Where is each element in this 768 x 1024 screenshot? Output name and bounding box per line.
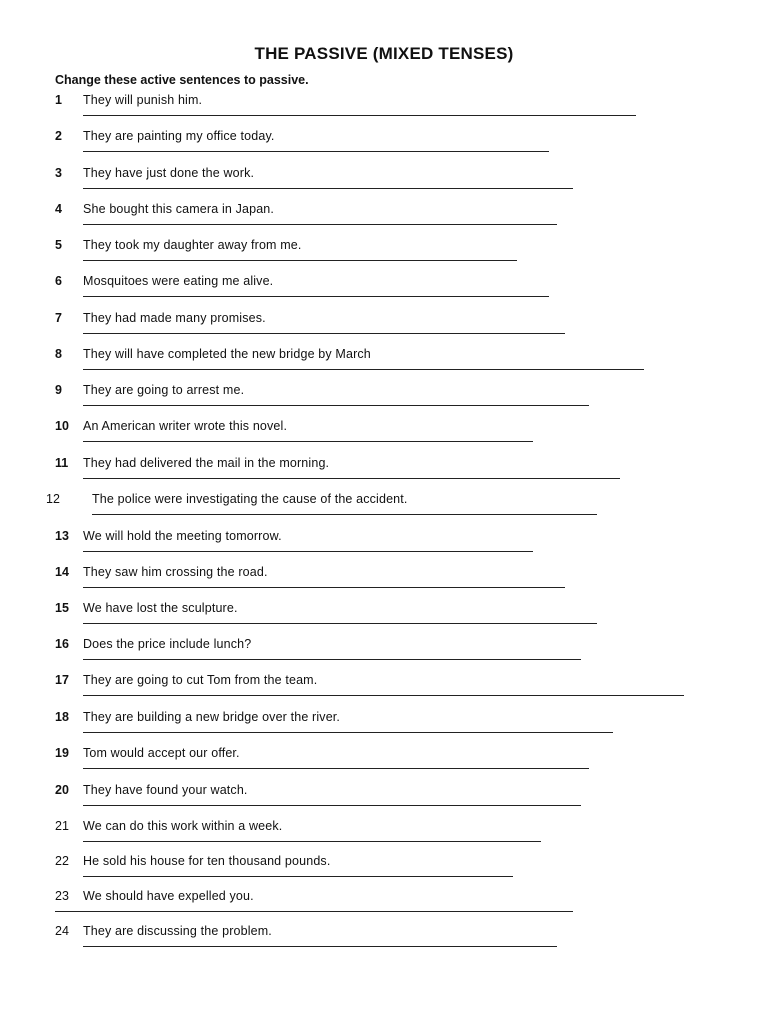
exercise-item (0, 237, 768, 273)
item-number: 11 (55, 456, 69, 470)
active-sentence: An American writer wrote this novel. (83, 419, 288, 433)
exercise-item (0, 455, 768, 491)
active-sentence: They have just done the work. (83, 166, 255, 180)
active-sentence: Tom would accept our offer. (83, 746, 240, 760)
exercise-item (0, 491, 768, 527)
answer-line[interactable] (83, 478, 620, 479)
exercise-item (0, 382, 768, 418)
item-number: 19 (55, 746, 69, 760)
exercise-item (0, 853, 768, 889)
item-number: 24 (55, 924, 69, 938)
active-sentence: He sold his house for ten thousand pounds. (83, 854, 331, 868)
item-number: 2 (55, 129, 62, 143)
exercise-item (0, 818, 768, 854)
item-number: 15 (55, 601, 69, 615)
active-sentence: Mosquitoes were eating me alive. (83, 274, 274, 288)
exercise-item (0, 273, 768, 309)
active-sentence: They had made many promises. (83, 311, 266, 325)
exercise-item (0, 92, 768, 128)
answer-line[interactable] (83, 841, 541, 842)
answer-line[interactable] (83, 768, 589, 769)
item-number: 14 (55, 565, 69, 579)
item-number: 7 (55, 311, 62, 325)
item-number: 20 (55, 783, 69, 797)
worksheet-title: THE PASSIVE (MIXED TENSES) (254, 44, 514, 63)
active-sentence: We can do this work within a week. (83, 819, 283, 833)
answer-line[interactable] (83, 369, 644, 370)
item-number: 5 (55, 238, 62, 252)
active-sentence: We will hold the meeting tomorrow. (83, 529, 282, 543)
exercise-item (0, 346, 768, 382)
answer-line[interactable] (83, 405, 589, 406)
answer-line[interactable] (83, 333, 565, 334)
exercise-item (0, 201, 768, 237)
item-number: 1 (55, 93, 62, 107)
active-sentence: They are building a new bridge over the river. (83, 710, 341, 724)
answer-line[interactable] (83, 587, 565, 588)
item-number: 16 (55, 637, 69, 651)
active-sentence: They saw him crossing the road. (83, 565, 268, 579)
answer-line[interactable] (83, 115, 636, 116)
active-sentence: She bought this camera in Japan. (83, 202, 275, 216)
active-sentence: They will punish him. (83, 93, 203, 107)
answer-line[interactable] (83, 805, 581, 806)
item-number: 4 (55, 202, 62, 216)
answer-line[interactable] (83, 296, 549, 297)
exercise-item (0, 310, 768, 346)
exercise-item (0, 564, 768, 600)
active-sentence: They will have completed the new bridge by March (83, 347, 371, 361)
active-sentence: We have lost the sculpture. (83, 601, 238, 615)
exercise-item (0, 782, 768, 818)
active-sentence: They are discussing the problem. (83, 924, 272, 938)
active-sentence: They had delivered the mail in the morning. (83, 456, 330, 470)
answer-line[interactable] (83, 732, 613, 733)
item-number: 17 (55, 673, 69, 687)
answer-line[interactable] (83, 695, 684, 696)
exercise-item (0, 418, 768, 454)
answer-line[interactable] (83, 623, 597, 624)
exercise-item (0, 923, 768, 959)
item-number: 9 (55, 383, 62, 397)
answer-line[interactable] (83, 551, 533, 552)
answer-line[interactable] (55, 911, 573, 912)
answer-line[interactable] (83, 224, 557, 225)
exercise-item (0, 128, 768, 164)
exercise-item (0, 745, 768, 781)
active-sentence: We should have expelled you. (83, 889, 254, 903)
exercise-item (0, 709, 768, 745)
exercise-item (0, 636, 768, 672)
instruction-text: Change these active sentences to passive. (55, 73, 309, 87)
answer-line[interactable] (83, 441, 533, 442)
active-sentence: They are painting my office today. (83, 129, 275, 143)
answer-line[interactable] (83, 659, 581, 660)
answer-line[interactable] (83, 260, 517, 261)
answer-line[interactable] (83, 151, 549, 152)
exercise-item (0, 165, 768, 201)
item-number: 18 (55, 710, 69, 724)
answer-line[interactable] (83, 946, 557, 947)
active-sentence: Does the price include lunch? (83, 637, 252, 651)
item-number: 10 (55, 419, 69, 433)
item-number: 6 (55, 274, 62, 288)
answer-line[interactable] (83, 188, 573, 189)
item-number: 13 (55, 529, 69, 543)
exercise-item (0, 600, 768, 636)
active-sentence: They are going to arrest me. (83, 383, 245, 397)
answer-line[interactable] (92, 514, 597, 515)
item-number: 22 (55, 854, 69, 868)
item-number: 21 (55, 819, 69, 833)
exercise-item (0, 672, 768, 708)
item-number: 3 (55, 166, 62, 180)
active-sentence: The police were investigating the cause of the accident. (92, 492, 408, 506)
item-number: 23 (55, 889, 69, 903)
exercise-item (0, 528, 768, 564)
item-number: 8 (55, 347, 62, 361)
active-sentence: They took my daughter away from me. (83, 238, 302, 252)
active-sentence: They have found your watch. (83, 783, 248, 797)
answer-line[interactable] (83, 876, 513, 877)
item-number: 12 (46, 492, 60, 506)
active-sentence: They are going to cut Tom from the team. (83, 673, 318, 687)
exercise-item (0, 888, 768, 924)
